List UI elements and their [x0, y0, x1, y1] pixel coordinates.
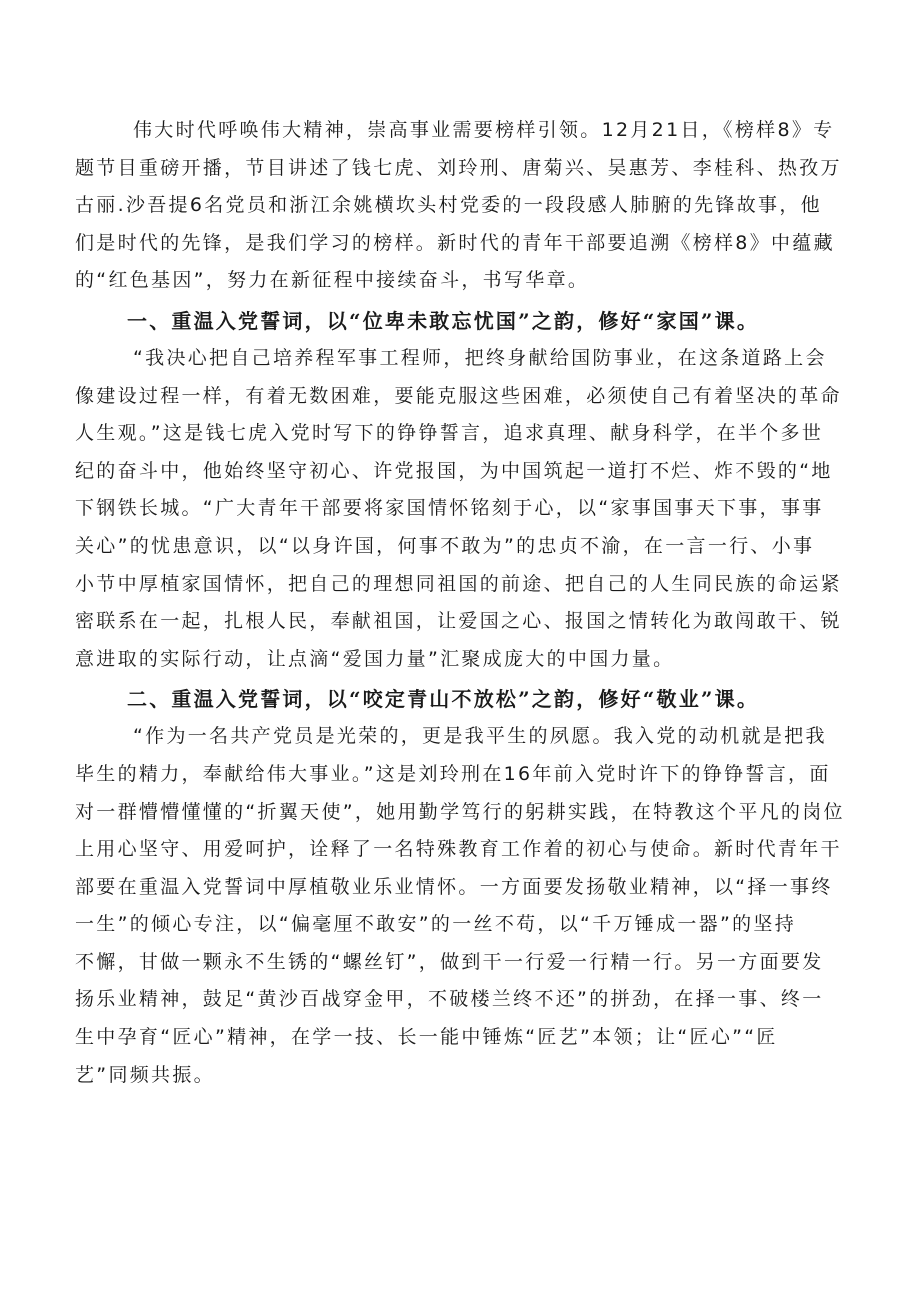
text-line: 毕生的精力，奉献给伟大事业。”这是刘玲刑在16年前入党时许下的铮铮誓言，面	[75, 762, 831, 785]
text-line: 部要在重温入党誓词中厚植敬业乐业情怀。一方面要发扬敬业精神，以“择一事终	[75, 875, 833, 898]
text-line: 的“红色基因”，努力在新征程中接续奋斗，书写华章。	[75, 269, 590, 292]
section-1-paragraph	[75, 340, 860, 678]
text-line: 一生”的倾心专注，以“偏毫厘不敢安”的一丝不苟，以“千万锤成一器”的坚持	[75, 913, 797, 936]
text-line: 像建设过程一样，有着无数困难，要能克服这些困难，必须使自己有着坚决的革命	[75, 384, 842, 407]
text-line: 题节目重磅开播，节目讲述了钱七虎、刘玲刑、唐菊兴、吴惠芳、李桂科、热孜万	[75, 156, 842, 179]
intro-paragraph	[75, 112, 860, 300]
text-line: 扬乐业精神，鼓足“黄沙百战穿金甲，不破楼兰终不还”的拼劲，在择一事、终一	[75, 988, 824, 1011]
section-heading-2: 二、重温入党誓词，以“咬定青山不放松”之韵，修好“敬业”课。	[127, 687, 760, 712]
text-line: 关心”的忧患意识，以“以身许国，何事不敢为”的忠贞不渝，在一言一行、小事	[75, 534, 815, 557]
text-line: “作为一名共产党员是光荣的，更是我平生的夙愿。我入党的动机就是把我	[133, 725, 827, 748]
text-line: 伟大时代呼唤伟大精神，崇高事业需要榜样引领。12月21日，《榜样8》专	[133, 119, 835, 141]
text-line: 下钢铁长城。“广大青年干部要将家国情怀铭刻于心，以“家事国事天下事，事事	[75, 497, 824, 520]
section-heading-1: 一、重温入党誓词，以“位卑未敢忘忧国”之韵，修好“家国”课。	[127, 308, 760, 333]
text-line: 们是时代的先锋，是我们学习的榜样。新时代的青年干部要追溯《榜样8》中蕴藏	[75, 231, 835, 254]
text-line: 纪的奋斗中，他始终坚守初心、许党报国，为中国筑起一道打不烂、炸不毁的“地	[75, 459, 833, 482]
section-2-paragraph	[75, 718, 860, 1094]
text-line: 意进取的实际行动，让点滴“爱国力量”汇聚成庞大的中国力量。	[75, 647, 675, 670]
text-line: 艺”同频共振。	[75, 1063, 215, 1086]
text-line: 对一群懵懵懂懂的“折翼天使”，她用勤学笃行的躬耕实践，在特教这个平凡的岗位	[75, 800, 845, 823]
text-line: 古丽.沙吾提6名党员和浙江余姚横坎头村党委的一段段感人肺腑的先锋故事，他	[75, 194, 822, 217]
text-line: 密联系在一起，扎根人民，奉献祖国，让爱国之心、报国之情转化为敢闯敢干、锐	[75, 610, 842, 633]
text-line: “我决心把自己培养程军事工程师，把终身献给国防事业，在这条道路上会	[133, 346, 827, 369]
text-line: 人生观。”这是钱七虎入党时写下的铮铮誓言，追求真理、献身科学，在半个多世	[75, 422, 824, 445]
text-line: 上用心坚守、用爱呵护，诠释了一名特殊教育工作着的初心与使命。新时代青年干	[75, 838, 842, 861]
text-line: 不懈，甘做一颗永不生锈的“螺丝钉”，做到干一行爱一行精一行。另一方面要发	[75, 950, 824, 973]
text-line: 生中孕育“匠心”精神，在学一技、长一能中锤炼“匠艺”本领；让“匠心”“匠	[75, 1026, 778, 1049]
text-line: 小节中厚植家国情怀，把自己的理想同祖国的前途、把自己的人生同民族的命运紧	[75, 572, 842, 595]
